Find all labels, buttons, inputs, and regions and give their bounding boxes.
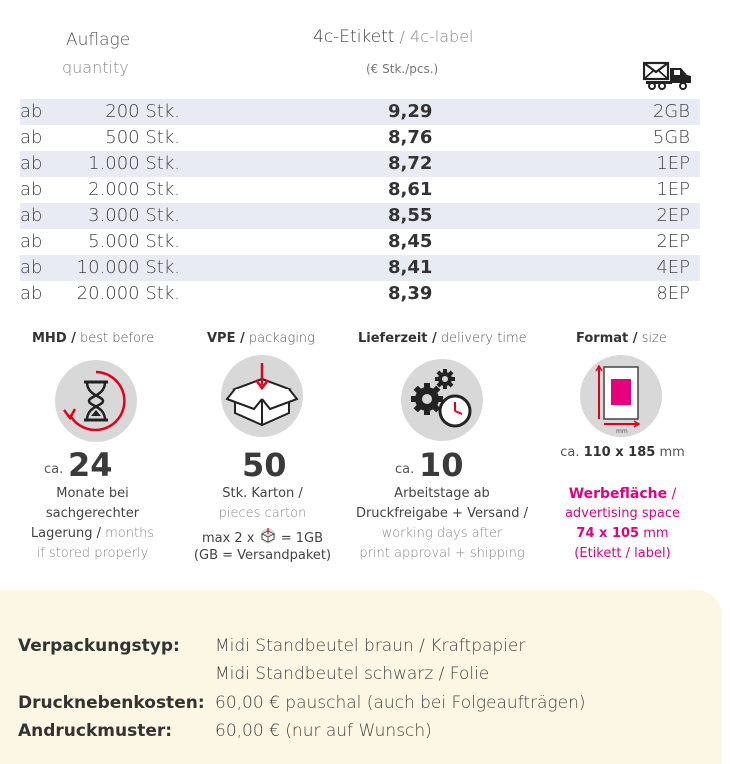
row-ab: ab bbox=[20, 283, 43, 304]
format-size bbox=[555, 443, 690, 463]
format-line-1b: / bbox=[667, 486, 677, 502]
row-ab: ab bbox=[20, 231, 43, 252]
vpe-line-2: pieces carton bbox=[218, 506, 307, 521]
format-line-1a: Werbefläche bbox=[568, 486, 668, 502]
row-price: 8,39 bbox=[388, 283, 433, 304]
format-title bbox=[576, 331, 667, 346]
table-row bbox=[20, 125, 700, 151]
small-box-icon bbox=[259, 528, 277, 549]
row-ab: ab bbox=[20, 101, 43, 122]
row-price: 8,45 bbox=[388, 231, 433, 252]
mhd-title-text: best before bbox=[75, 331, 155, 346]
label-header bbox=[313, 27, 473, 47]
vpe-line-3a: max 2 x bbox=[201, 531, 259, 546]
vpe-value: 50 bbox=[242, 446, 287, 484]
row-shipping: 2EP bbox=[656, 205, 690, 226]
delivery-line-2: Druckfreigabe + Versand / bbox=[355, 506, 529, 521]
row-price: 8,76 bbox=[388, 127, 433, 148]
row-price: 8,72 bbox=[388, 153, 433, 174]
vpe-title-bold: VPE / bbox=[207, 331, 245, 346]
row-quantity: 1.000 Stk. bbox=[88, 153, 180, 174]
format-description bbox=[555, 484, 690, 564]
row-quantity: 10.000 Stk. bbox=[76, 257, 180, 278]
bag-format-icon bbox=[580, 355, 662, 437]
format-line-3b: mm bbox=[639, 526, 669, 541]
row-quantity: 200 Stk. bbox=[105, 101, 180, 122]
format-line-2: advertising space bbox=[564, 506, 681, 521]
row-quantity: 20.000 Stk. bbox=[76, 283, 180, 304]
format-line-3a: 74 x 105 bbox=[576, 526, 640, 541]
row-shipping: 4EP bbox=[656, 257, 690, 278]
delivery-line-4: print approval + shipping bbox=[359, 546, 525, 561]
vpe-line-1: Stk. Karton / bbox=[222, 486, 303, 501]
row-shipping: 8EP bbox=[656, 283, 690, 304]
vpe-line-3 bbox=[190, 528, 335, 549]
row-quantity: 500 Stk. bbox=[105, 127, 180, 148]
row-ab: ab bbox=[20, 205, 43, 226]
unit-header: (€ Stk./pcs.) bbox=[366, 62, 439, 76]
packaging-type-label: Verpackungstyp: bbox=[18, 636, 180, 656]
table-row bbox=[20, 177, 700, 203]
table-row bbox=[20, 255, 700, 281]
delivery-ca: ca. bbox=[395, 462, 415, 477]
vpe-title-text: packaging bbox=[244, 331, 315, 346]
delivery-truck-icon bbox=[643, 60, 695, 94]
quantity-header-de: Auflage bbox=[66, 30, 131, 50]
format-line-4: (Etikett / label) bbox=[574, 546, 671, 561]
row-ab: ab bbox=[20, 153, 43, 174]
row-ab: ab bbox=[20, 179, 43, 200]
table-row bbox=[20, 203, 700, 229]
row-shipping: 1EP bbox=[656, 179, 690, 200]
delivery-line-3: working days after bbox=[381, 526, 503, 541]
row-shipping: 2EP bbox=[656, 231, 690, 252]
format-icon-mm: mm bbox=[616, 428, 628, 435]
row-quantity: 5.000 Stk. bbox=[88, 231, 180, 252]
vpe-title bbox=[207, 331, 315, 346]
mhd-line-2: sachgerechter bbox=[45, 506, 140, 521]
vpe-line-4: (GB = Versandpaket) bbox=[193, 548, 332, 563]
row-price: 8,55 bbox=[388, 205, 433, 226]
format-size-pre: ca. bbox=[560, 445, 584, 460]
mhd-line-4: if stored properly bbox=[36, 546, 149, 561]
delivery-description bbox=[352, 484, 532, 564]
format-title-bold: Format / bbox=[576, 331, 638, 346]
delivery-title-bold: Lieferzeit / bbox=[358, 331, 437, 346]
delivery-title bbox=[358, 331, 527, 346]
mhd-line-3b: months bbox=[105, 526, 155, 541]
mhd-ca: ca. bbox=[44, 462, 64, 477]
table-row bbox=[20, 229, 700, 255]
delivery-title-text: delivery time bbox=[436, 331, 527, 346]
mhd-description bbox=[25, 484, 160, 564]
packaging-type-value-1: Midi Standbeutel braun / Kraftpapier bbox=[215, 636, 526, 656]
format-size-bold: 110 x 185 bbox=[583, 445, 656, 460]
row-shipping: 5GB bbox=[652, 127, 690, 148]
delivery-value: 10 bbox=[419, 446, 464, 484]
gears-clock-icon bbox=[401, 359, 483, 441]
table-row bbox=[20, 99, 700, 125]
row-quantity: 3.000 Stk. bbox=[88, 205, 180, 226]
row-quantity: 2.000 Stk. bbox=[88, 179, 180, 200]
mhd-value: 24 bbox=[68, 446, 113, 484]
label-header-sep: / bbox=[394, 27, 411, 46]
print-costs-label: Drucknebenkosten: bbox=[18, 693, 205, 713]
hourglass-icon bbox=[55, 360, 137, 442]
row-shipping: 2GB bbox=[652, 101, 690, 122]
vpe-line-3b: = 1GB bbox=[276, 531, 324, 546]
row-price: 8,41 bbox=[388, 257, 433, 278]
format-size-post: mm bbox=[655, 445, 685, 460]
label-header-de: 4c-Etikett bbox=[313, 27, 395, 47]
mhd-line-3a: Lagerung / bbox=[30, 526, 106, 541]
delivery-line-1: Arbeitstage ab bbox=[394, 486, 490, 501]
mhd-title-bold: MHD / bbox=[32, 331, 76, 346]
proof-value: 60,00 € (nur auf Wunsch) bbox=[215, 721, 432, 741]
vpe-description bbox=[190, 484, 335, 563]
mhd-line-3 bbox=[25, 524, 160, 544]
row-price: 8,61 bbox=[388, 179, 433, 200]
table-row bbox=[20, 151, 700, 177]
info-footer bbox=[0, 590, 722, 764]
packaging-type-value-2: Midi Standbeutel schwarz / Folie bbox=[215, 664, 490, 684]
table-row bbox=[20, 281, 700, 307]
format-title-text: size bbox=[637, 331, 667, 346]
row-ab: ab bbox=[20, 257, 43, 278]
row-shipping: 1EP bbox=[656, 153, 690, 174]
mhd-title bbox=[32, 331, 154, 346]
label-header-en: 4c-label bbox=[410, 27, 474, 46]
mhd-line-1: Monate bei bbox=[56, 486, 129, 501]
box-icon bbox=[221, 355, 303, 437]
print-costs-value: 60,00 € pauschal (auch bei Folgeaufträgen) bbox=[215, 693, 586, 713]
row-price: 9,29 bbox=[388, 101, 433, 122]
proof-label: Andruckmuster: bbox=[18, 721, 173, 741]
quantity-header-en: quantity bbox=[62, 58, 129, 77]
row-ab: ab bbox=[20, 127, 43, 148]
